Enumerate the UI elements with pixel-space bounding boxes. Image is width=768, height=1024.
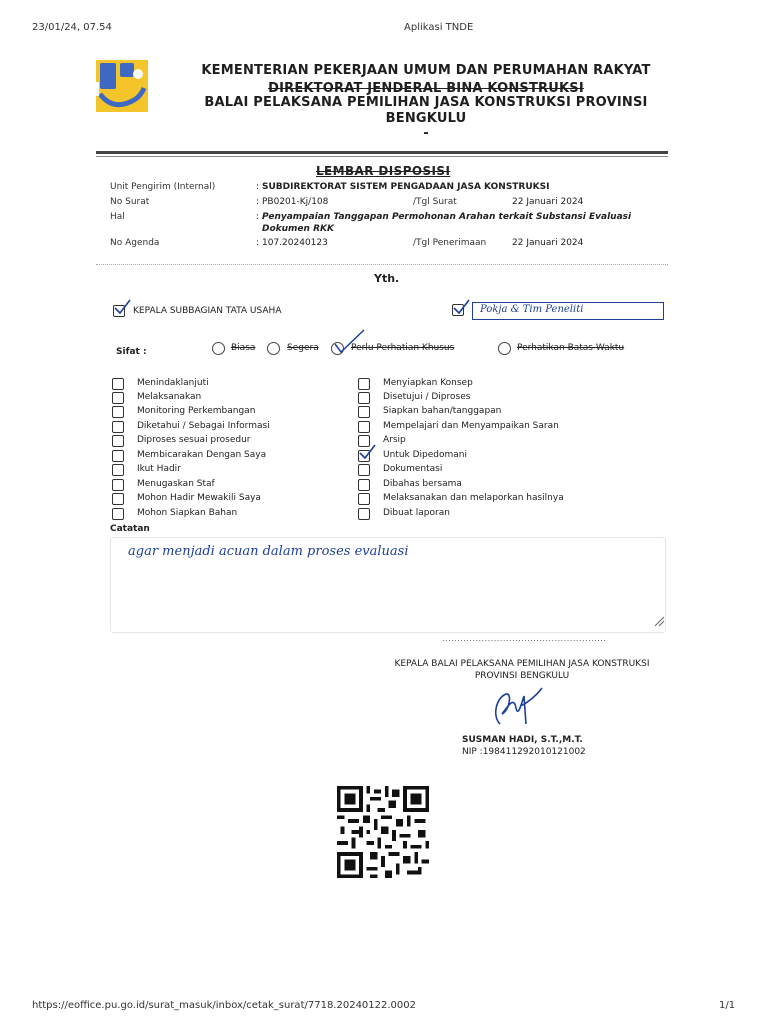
recipient-kasubag-label: KEPALA SUBBAGIAN TATA USAHA <box>133 306 282 316</box>
action-label: Mohon Hadir Mewakili Saya <box>137 493 261 503</box>
action-label: Diproses sesuai prosedur <box>137 435 251 445</box>
catatan-handwritten: agar menjadi acuan dalam proses evaluasi <box>128 544 409 559</box>
sifat-label: Sifat : <box>116 347 147 357</box>
colon: : <box>256 197 260 207</box>
value-tgl-surat: 22 Januari 2024 <box>512 197 584 207</box>
value-no-agenda: 107.20240123 <box>262 238 328 248</box>
action-checkbox[interactable] <box>358 508 370 520</box>
action-checkbox[interactable] <box>358 464 370 476</box>
letterhead-rule-thin <box>96 156 668 157</box>
action-checkbox[interactable] <box>358 479 370 491</box>
value-unit-pengirim: SUBDIREKTORAT SISTEM PENGADAAN JASA KONSTRUKSI <box>262 182 550 192</box>
value-no-surat: PB0201-Kj/108 <box>262 197 329 207</box>
colon: : <box>256 238 260 248</box>
signatory-name: SUSMAN HADI, S.T.,M.T. <box>462 735 583 745</box>
label-tgl-surat: /Tgl Surat <box>413 197 457 207</box>
label-unit-pengirim: Unit Pengirim (Internal) <box>110 182 216 192</box>
letterhead-balai: BALAI PELAKSANA PEMILIHAN JASA KONSTRUKSI PROVINSI <box>204 95 648 110</box>
value-tgl-penerimaan: 22 Januari 2024 <box>512 238 584 248</box>
letterhead-directorate: DIREKTORAT JENDERAL BINA KONSTRUKSI <box>268 81 584 96</box>
label-hal: Hal <box>110 212 125 222</box>
action-checkbox[interactable] <box>112 378 124 390</box>
signatory-nip: NIP :198411292010121002 <box>462 747 586 757</box>
form-title: LEMBAR DISPOSISI <box>316 164 451 178</box>
label-tgl-penerimaan: /Tgl Penerimaan <box>413 238 487 248</box>
qr-code <box>334 786 432 878</box>
action-label: Diketahui / Sebagai Informasi <box>137 421 270 431</box>
resize-handle-icon[interactable] <box>653 615 665 627</box>
action-checkbox[interactable] <box>358 493 370 505</box>
signature-title-line1: KEPALA BALAI PELAKSANA PEMILIHAN JASA KONSTRUKSI <box>394 659 650 669</box>
yth-heading: Yth. <box>374 272 400 285</box>
action-label: Dibuat laporan <box>383 508 450 518</box>
label-no-agenda: No Agenda <box>110 238 160 248</box>
checkmark-icon <box>451 298 471 316</box>
action-checkbox[interactable] <box>112 435 124 447</box>
action-checkbox[interactable] <box>358 406 370 418</box>
sifat-biasa-radio[interactable] <box>212 342 225 355</box>
sifat-segera-label: Segera <box>287 343 319 353</box>
action-checkbox[interactable] <box>112 493 124 505</box>
print-datetime: 23/01/24, 07.54 <box>32 22 112 33</box>
action-label: Menyiapkan Konsep <box>383 378 473 388</box>
action-label: Menugaskan Staf <box>137 479 215 489</box>
action-label: Disetujui / Diproses <box>383 392 471 402</box>
value-hal-line2: Dokumen RKK <box>262 224 334 234</box>
print-app-title: Aplikasi TNDE <box>404 22 474 33</box>
letterhead-dash: - <box>423 126 429 141</box>
action-label: Monitoring Perkembangan <box>137 406 256 416</box>
label-no-surat: No Surat <box>110 197 150 207</box>
sifat-perlu-perhatian-label: Perlu Perhatian Khusus <box>351 343 455 353</box>
sifat-segera-radio[interactable] <box>267 342 280 355</box>
action-label: Ikut Hadir <box>137 464 181 474</box>
print-url: https://eoffice.pu.go.id/surat_masuk/inbox/cetak_surat/7718.20240122.0002 <box>32 1000 417 1011</box>
colon: : <box>256 212 260 222</box>
action-label: Dibahas bersama <box>383 479 462 489</box>
action-label: Siapkan bahan/tanggapan <box>383 406 502 416</box>
letterhead-province: BENGKULU <box>385 111 467 126</box>
action-checkbox[interactable] <box>112 479 124 491</box>
action-checkbox[interactable] <box>112 392 124 404</box>
action-label: Melaksanakan <box>137 392 202 402</box>
recipient-other-handwritten: Pokja & Tim Peneliti <box>480 304 584 315</box>
action-checkbox[interactable] <box>112 406 124 418</box>
catatan-label: Catatan <box>110 524 150 534</box>
action-label: Melaksanakan dan melaporkan hasilnya <box>383 493 564 503</box>
action-checkbox[interactable] <box>358 378 370 390</box>
action-label: Mempelajari dan Menyampaikan Saran <box>383 421 559 431</box>
action-checkbox[interactable] <box>112 508 124 520</box>
print-page-number: 1/1 <box>719 1000 736 1011</box>
letterhead-rule <box>96 151 668 154</box>
action-checkbox[interactable] <box>358 392 370 404</box>
sifat-batas-waktu-label: Perhatikan Batas Waktu <box>517 343 625 353</box>
value-hal-line1: Penyampaian Tanggapan Permohonan Arahan terkait Substansi Evaluasi <box>262 212 632 222</box>
action-checkbox[interactable] <box>358 421 370 433</box>
checkmark-icon <box>357 443 377 461</box>
section-divider <box>96 264 668 265</box>
action-checkbox[interactable] <box>112 464 124 476</box>
handwritten-signature <box>486 684 550 734</box>
action-checkbox[interactable] <box>112 450 124 462</box>
action-label: Menindaklanjuti <box>137 378 209 388</box>
action-label: Mohon Siapkan Bahan <box>137 508 238 518</box>
colon: : <box>256 182 260 192</box>
action-checkbox[interactable] <box>112 421 124 433</box>
action-label: Membicarakan Dengan Saya <box>137 450 267 460</box>
sifat-biasa-label: Biasa <box>231 343 256 353</box>
action-label: Untuk Dipedomani <box>383 450 467 460</box>
sifat-batas-waktu-radio[interactable] <box>498 342 511 355</box>
checkmark-icon <box>112 298 132 316</box>
signature-title-line2: PROVINSI BENGKULU <box>474 671 570 681</box>
signature-dots: ...................................................... <box>442 634 607 643</box>
action-label: Dokumentasi <box>383 464 443 474</box>
letterhead-ministry: KEMENTERIAN PEKERJAAN UMUM DAN PERUMAHAN RAKYAT <box>201 63 651 78</box>
action-label: Arsip <box>383 435 406 445</box>
pu-logo <box>96 60 148 112</box>
